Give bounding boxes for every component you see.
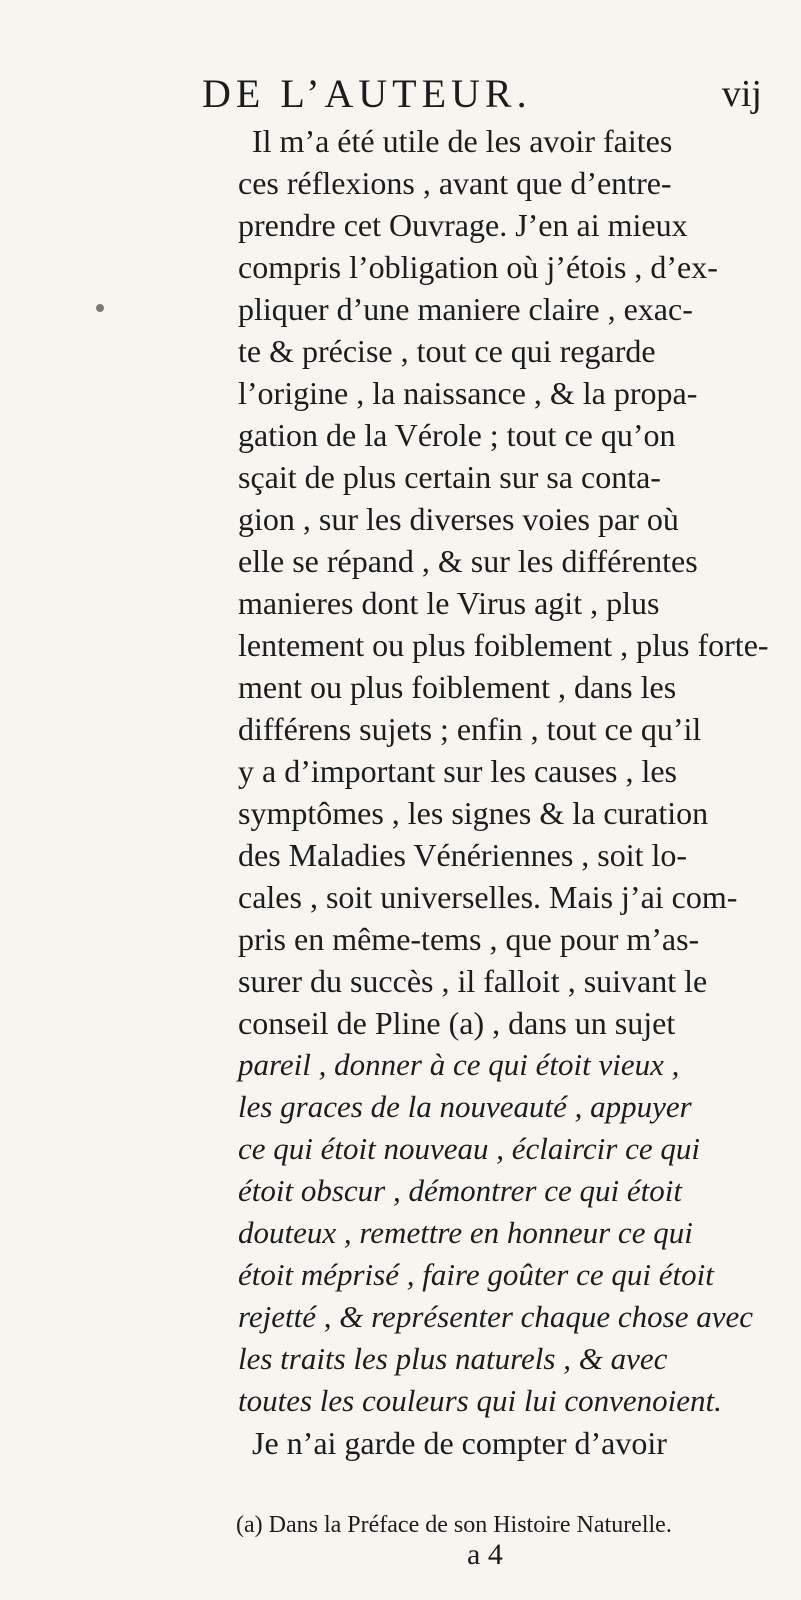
text-line: ment ou plus foiblement , dans les	[238, 669, 677, 705]
text-line: elle se répand , & sur les différentes	[238, 543, 698, 579]
margin-ink-mark	[96, 304, 104, 312]
text-line: surer du succès , il falloit , suivant le	[238, 963, 708, 999]
text-line-italic: toutes les couleurs qui lui convenoient.	[238, 1383, 722, 1418]
text-line: ces réflexions , avant que d’entre-	[238, 165, 672, 201]
text-line-italic: étoit obscur , démontrer ce qui étoit	[238, 1173, 682, 1208]
text-line-italic: les graces de la nouveauté , appuyer	[238, 1089, 692, 1124]
page-number: vij	[721, 73, 762, 115]
text-line: sçait de plus certain sur sa conta-	[238, 459, 661, 495]
text-line: y a d’important sur les causes , les	[238, 753, 677, 789]
text-line: conseil de Pline (a) , dans un sujet	[238, 1005, 676, 1041]
text-line: Il m’a été utile de les avoir faites	[252, 123, 673, 159]
running-title: DE L’AUTEUR.	[202, 71, 532, 116]
text-line: te & précise , tout ce qui regarde	[238, 333, 656, 369]
text-line-italic: les traits les plus naturels , & avec	[238, 1341, 668, 1376]
text-line: pliquer d’une maniere claire , exac-	[238, 291, 693, 327]
text-line-italic: étoit méprisé , faire goûter ce qui étoit	[238, 1257, 714, 1292]
text-line: lentement ou plus foiblement , plus forte-	[238, 627, 769, 663]
text-line: différens sujets ; enfin , tout ce qu’il	[238, 711, 702, 747]
footnote: (a) Dans la Préface de son Histoire Naturelle.	[236, 1512, 672, 1538]
text-line: gation de la Vérole ; tout ce qu’on	[238, 417, 676, 453]
text-line-italic: rejetté , & représenter chaque chose avec	[238, 1299, 754, 1334]
text-line-italic: pareil , donner à ce qui étoit vieux ,	[238, 1047, 680, 1082]
text-line-italic: douteux , remettre en honneur ce qui	[238, 1215, 693, 1250]
text-line-italic: ce qui étoit nouveau , éclaircir ce qui	[238, 1131, 700, 1166]
text-line: compris l’obligation où j’étois , d’ex-	[238, 249, 718, 285]
text-line: symptômes , les signes & la curation	[238, 795, 709, 831]
body-text	[238, 120, 769, 1464]
text-line: cales , soit universelles. Mais j’ai com-	[238, 879, 738, 915]
text-line: prendre cet Ouvrage. J’en ai mieux	[238, 207, 688, 243]
text-line: l’origine , la naissance , & la propa-	[238, 375, 698, 411]
text-line: gion , sur les diverses voies par où	[238, 501, 679, 537]
text-line: pris en même-tems , que pour m’as-	[238, 921, 700, 957]
text-line: Je n’ai garde de compter d’avoir	[252, 1425, 667, 1461]
signature-mark: a 4	[467, 1538, 503, 1571]
text-line: manieres dont le Virus agit , plus	[238, 585, 660, 621]
text-line: des Maladies Vénériennes , soit lo-	[238, 837, 688, 873]
